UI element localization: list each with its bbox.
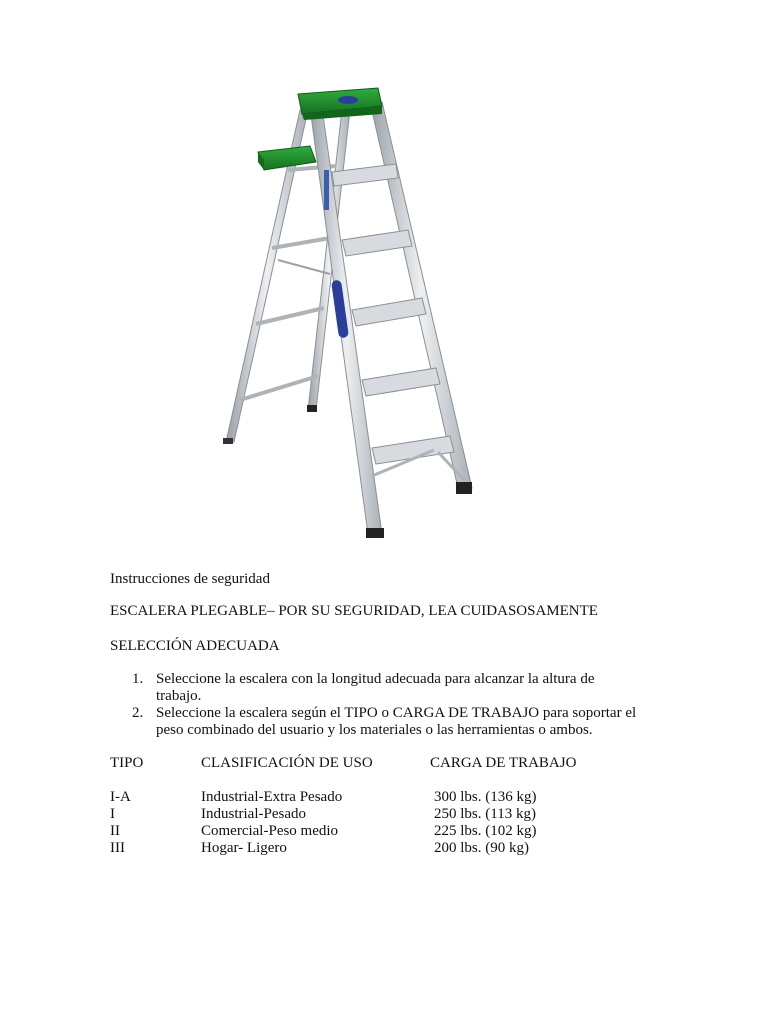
table-cell: Industrial-Pesado [201, 806, 306, 822]
ladder-type-table [110, 755, 610, 857]
list-item [110, 671, 670, 705]
table-row [110, 806, 610, 823]
column-header: CARGA DE TRABAJO [430, 755, 577, 771]
document-heading: ESCALERA PLEGABLE– POR SU SEGURIDAD, LEA CUIDASOSAMENTE [110, 603, 598, 619]
table-cell: 225 lbs. (102 kg) [434, 823, 537, 839]
column-header: CLASIFICACIÓN DE USO [201, 755, 373, 771]
table-cell: III [110, 840, 125, 856]
table-row [110, 789, 610, 806]
section-title: SELECCIÓN ADECUADA [110, 638, 280, 654]
column-header: TIPO [110, 755, 144, 771]
table-cell: 300 lbs. (136 kg) [434, 789, 537, 805]
table-cell: Hogar- Ligero [201, 840, 287, 856]
table-cell: I-A [110, 789, 131, 805]
list-text: Seleccione la escalera según el TIPO o CARGA DE TRABAJO para soportar el [156, 705, 637, 721]
table-cell: Industrial-Extra Pesado [201, 789, 343, 805]
instruction-list [110, 671, 670, 739]
table-cell: 250 lbs. (113 kg) [434, 806, 536, 822]
table-row [110, 823, 610, 840]
list-number: 1. [132, 671, 144, 687]
step-ladder-image [218, 80, 482, 546]
table-cell: 200 lbs. (90 kg) [434, 840, 529, 856]
table-cell: II [110, 823, 120, 839]
list-item [110, 705, 670, 739]
table-row [110, 840, 610, 857]
intro-text: Instrucciones de seguridad [110, 571, 270, 587]
table-header-row [110, 755, 610, 789]
table-cell: I [110, 806, 115, 822]
list-text: trabajo. [156, 688, 202, 704]
list-text: Seleccione la escalera con la longitud adecuada para alcanzar la altura de [156, 671, 595, 687]
list-text: peso combinado del usuario y los materiales o las herramientas o ambos. [156, 722, 593, 738]
table-cell: Comercial-Peso medio [201, 823, 339, 839]
list-number: 2. [132, 705, 144, 721]
